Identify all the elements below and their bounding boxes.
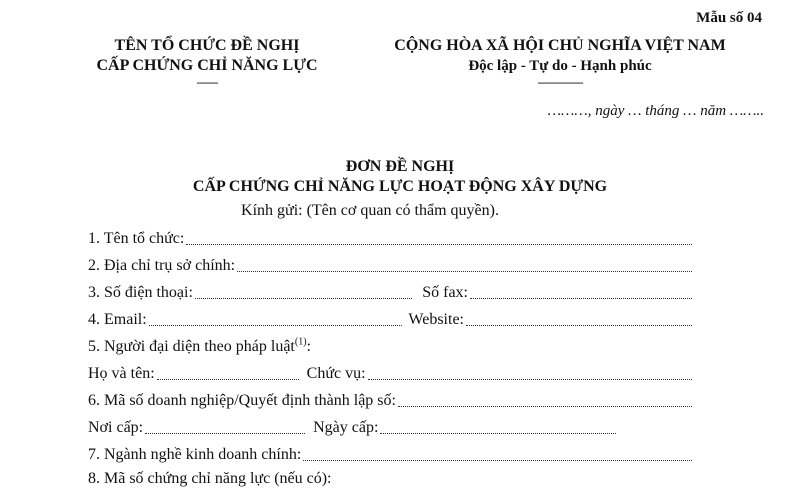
field-certificate-code-label: 8. Mã số chứng chỉ năng lực (nếu có):: [88, 470, 332, 487]
document-title: [0, 157, 800, 197]
field-fax-label: Số fax:: [422, 284, 468, 301]
national-header: [370, 36, 750, 88]
field-main-business-blank[interactable]: [303, 460, 692, 461]
organization-header: [92, 36, 322, 88]
field-main-business: [88, 444, 694, 466]
national-motto: Độc lập - Tự do - Hạnh phúc: [468, 58, 652, 74]
field-org-name-label: 1. Tên tổ chức:: [88, 230, 185, 247]
field-org-name: [88, 228, 694, 250]
organization-line1: TÊN TỔ CHỨC ĐỀ NGHỊ: [114, 37, 300, 54]
field-issue-date-blank[interactable]: [380, 433, 616, 434]
field-representative-colon: :: [306, 338, 311, 355]
field-org-name-blank[interactable]: [186, 244, 692, 245]
field-issued-by-label: Nơi cấp:: [88, 419, 144, 436]
field-full-name-label: Họ và tên:: [88, 365, 155, 382]
field-business-code: [88, 390, 694, 412]
form-number: Mẫu số 04: [696, 10, 762, 26]
field-position-blank[interactable]: [368, 379, 692, 380]
footnote-marker-1: (1): [294, 336, 307, 348]
field-phone-label: 3. Số điện thoại:: [88, 284, 193, 301]
field-website-label: Website:: [408, 311, 464, 328]
field-business-code-label: 6. Mã số doanh nghiệp/Quyết định thành lập số:: [88, 392, 396, 409]
field-phone-blank[interactable]: [195, 298, 412, 299]
organization-line2: CẤP CHỨNG CHỈ NĂNG LỰC: [96, 57, 318, 74]
field-name-position: [88, 363, 694, 385]
national-title: CỘNG HÒA XÃ HỘI CHỦ NGHĨA VIỆT NAM: [394, 37, 726, 54]
field-email-label: 4. Email:: [88, 311, 147, 328]
field-phone-fax: [88, 282, 694, 304]
title-line1: ĐƠN ĐỀ NGHỊ: [345, 158, 455, 175]
field-fax-blank[interactable]: [470, 298, 692, 299]
field-representative: [88, 336, 694, 358]
field-position-label: Chức vụ:: [306, 365, 366, 382]
recipient-line: Kính gửi: (Tên cơ quan có thẩm quyền).: [241, 202, 499, 219]
field-full-name-blank[interactable]: [157, 379, 299, 380]
field-issue-date-label: Ngày cấp:: [313, 419, 379, 436]
organization-divider: -------: [196, 75, 218, 89]
field-website-blank[interactable]: [466, 325, 692, 326]
field-certificate-code: [88, 468, 694, 490]
field-email-website: [88, 309, 694, 331]
field-representative-label: [88, 336, 311, 358]
field-main-business-label: 7. Ngành nghề kinh doanh chính:: [88, 446, 302, 463]
field-address-blank[interactable]: [237, 271, 692, 272]
field-representative-text: 5. Người đại diện theo pháp luật: [88, 338, 295, 355]
field-email-blank[interactable]: [149, 325, 403, 326]
date-line: ………, ngày … tháng … năm ……..: [547, 103, 764, 119]
field-issued-place-date: [88, 417, 618, 439]
title-line2: CẤP CHỨNG CHỈ NĂNG LỰC HOẠT ĐỘNG XÂY DỰNG: [192, 178, 608, 195]
field-address-label: 2. Địa chỉ trụ sở chính:: [88, 257, 236, 274]
field-address: [88, 255, 694, 277]
national-divider: ---------------: [537, 75, 583, 89]
field-issued-by-blank[interactable]: [145, 433, 305, 434]
field-business-code-blank[interactable]: [398, 406, 692, 407]
